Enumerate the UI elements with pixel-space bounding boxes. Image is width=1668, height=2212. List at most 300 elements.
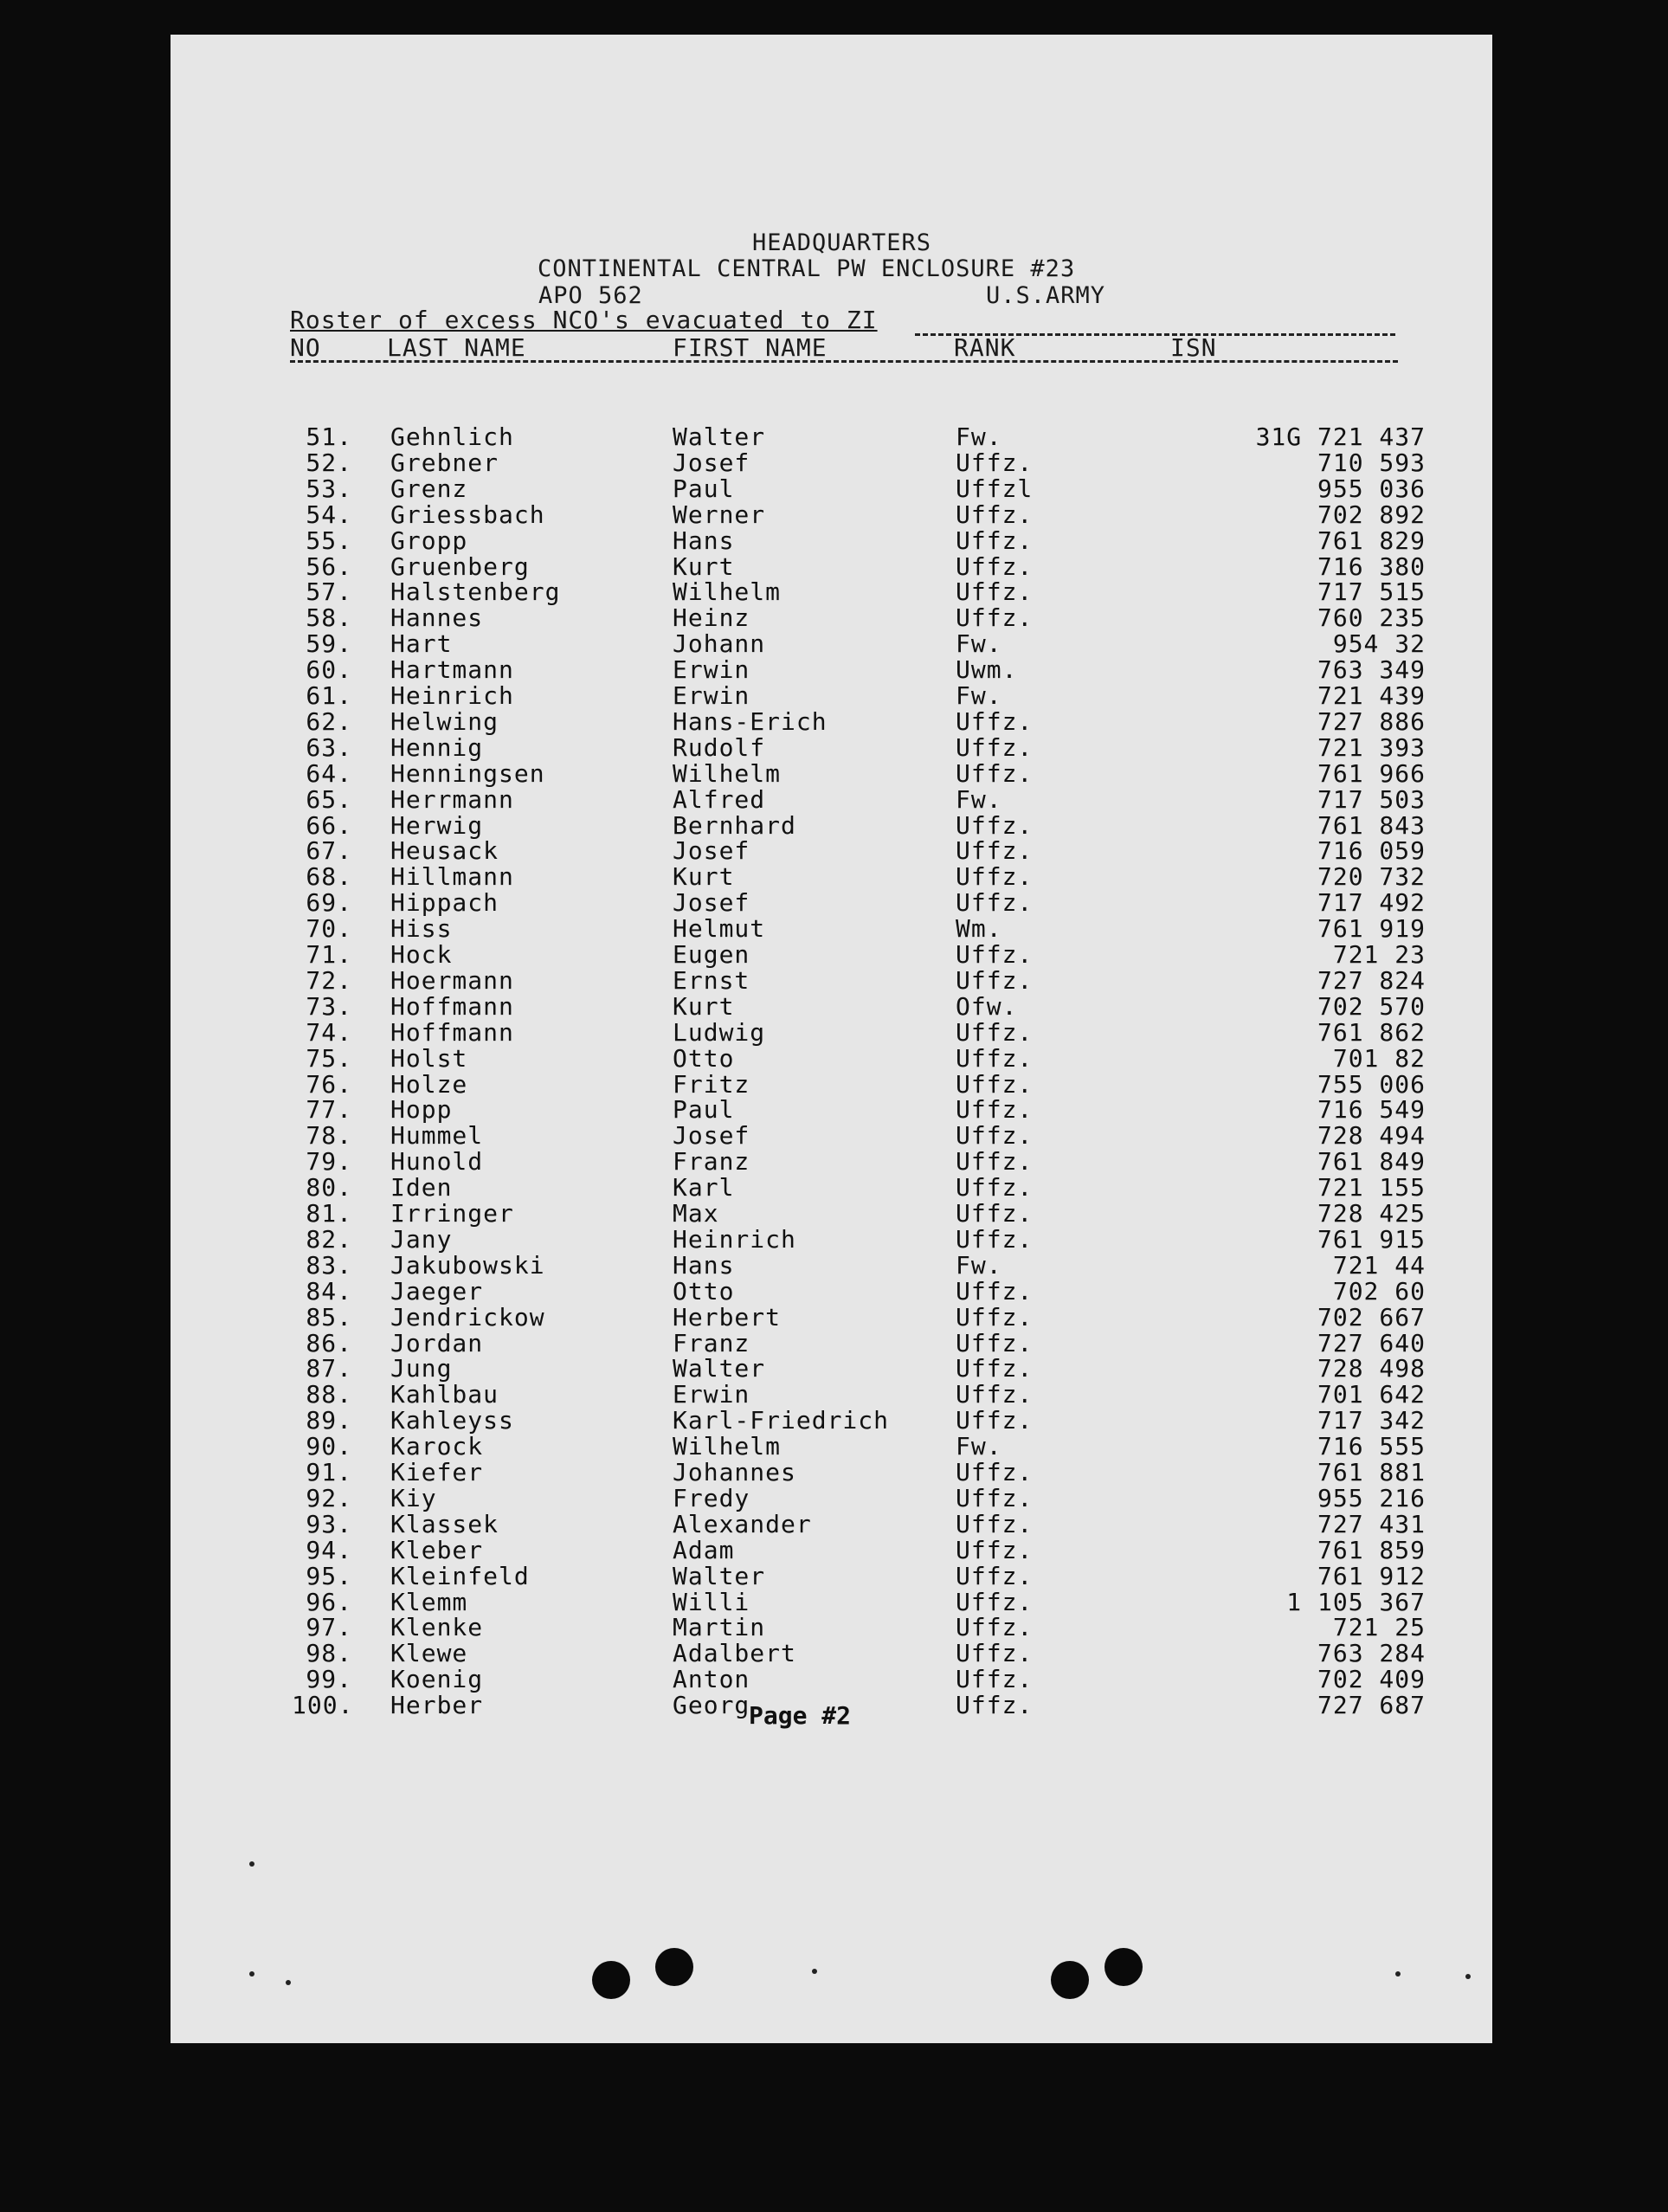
first-name-cell: Hans — [673, 1251, 735, 1280]
isn-cell: 701 82 — [1332, 1044, 1426, 1073]
first-name-cell: Fritz — [673, 1070, 750, 1099]
last-name-cell: Hartmann — [390, 655, 514, 684]
table-row — [171, 500, 1492, 529]
paper-speck — [249, 1861, 254, 1867]
rank-cell: Uffz. — [956, 1562, 1034, 1590]
rank-cell: Uffz. — [956, 1484, 1034, 1512]
row-number: 80. — [306, 1173, 352, 1202]
table-row — [171, 1354, 1492, 1383]
row-number: 82. — [306, 1225, 352, 1254]
first-name-cell: Bernhard — [673, 811, 796, 840]
first-name-cell: Wilhelm — [673, 577, 782, 606]
header-line-2: CONTINENTAL CENTRAL PW ENCLOSURE #23 — [538, 255, 1076, 282]
first-name-cell: Adalbert — [673, 1639, 796, 1667]
last-name-cell: Hennig — [390, 733, 484, 762]
last-name-cell: Halstenberg — [390, 577, 561, 606]
first-name-cell: Kurt — [673, 552, 735, 581]
first-name-cell: Alfred — [673, 785, 766, 814]
first-name-cell: Kurt — [673, 992, 735, 1021]
first-name-cell: Erwin — [673, 1380, 750, 1409]
row-number: 67. — [306, 836, 352, 865]
row-number: 79. — [306, 1147, 352, 1176]
rank-cell: Uffz. — [956, 707, 1034, 736]
isn-cell: 720 732 — [1317, 862, 1426, 891]
row-number: 96. — [306, 1588, 352, 1616]
isn-cell: 702 60 — [1332, 1277, 1426, 1306]
paper-speck — [812, 1969, 817, 1974]
isn-cell: 728 494 — [1317, 1121, 1426, 1150]
first-name-cell: Josef — [673, 448, 750, 477]
last-name-cell: Kahleyss — [390, 1406, 514, 1435]
table-row — [171, 1406, 1492, 1435]
isn-cell: 717 342 — [1317, 1406, 1426, 1435]
table-row — [171, 1380, 1492, 1409]
last-name-cell: Holze — [390, 1070, 468, 1099]
first-name-cell: Josef — [673, 1121, 750, 1150]
rank-cell: Uffz. — [956, 1121, 1034, 1150]
last-name-cell: Griessbach — [390, 500, 545, 529]
rank-cell: Uffz. — [956, 1277, 1034, 1306]
rank-cell: Uffz. — [956, 888, 1034, 917]
row-number: 78. — [306, 1121, 352, 1150]
rank-cell: Uffz. — [956, 1613, 1034, 1641]
first-name-cell: Helmut — [673, 914, 766, 943]
first-name-cell: Martin — [673, 1613, 766, 1641]
table-row — [171, 1639, 1492, 1665]
rank-cell: Fw. — [956, 785, 1002, 814]
row-number: 64. — [306, 759, 352, 788]
first-name-cell: Karl — [673, 1173, 735, 1202]
isn-cell: 702 892 — [1317, 500, 1426, 529]
first-name-cell: Karl-Friedrich — [673, 1406, 890, 1435]
last-name-cell: Klewe — [390, 1639, 468, 1667]
table-row — [171, 1225, 1492, 1254]
table-row — [171, 1251, 1492, 1280]
isn-cell: 721 393 — [1317, 733, 1426, 762]
last-name-cell: Jaeger — [390, 1277, 484, 1306]
paper-speck — [1395, 1971, 1401, 1977]
row-number: 51. — [306, 422, 352, 451]
row-number: 93. — [306, 1510, 352, 1538]
isn-cell: 702 667 — [1317, 1303, 1426, 1332]
last-name-cell: Hillmann — [390, 862, 514, 891]
row-number: 100. — [292, 1691, 354, 1719]
first-name-cell: Werner — [673, 500, 766, 529]
table-row — [171, 603, 1492, 632]
table-row — [171, 1147, 1492, 1176]
first-name-cell: Josef — [673, 836, 750, 865]
table-row — [171, 811, 1492, 840]
row-number: 89. — [306, 1406, 352, 1435]
table-row — [171, 1070, 1492, 1099]
last-name-cell: Gehnlich — [390, 422, 514, 451]
table-row — [171, 1018, 1492, 1047]
table-row — [171, 888, 1492, 917]
first-name-cell: Georg — [673, 1691, 750, 1719]
isn-cell: 760 235 — [1317, 603, 1426, 632]
rank-cell: Uffz. — [956, 1095, 1034, 1124]
last-name-cell: Herrmann — [390, 785, 514, 814]
first-name-cell: Erwin — [673, 681, 750, 710]
table-row — [171, 552, 1492, 581]
row-number: 65. — [306, 785, 352, 814]
last-name-cell: Jany — [390, 1225, 453, 1254]
isn-cell: 761 912 — [1317, 1562, 1426, 1590]
last-name-cell: Herwig — [390, 811, 484, 840]
first-name-cell: Paul — [673, 1095, 735, 1124]
isn-cell: 727 640 — [1317, 1329, 1426, 1358]
isn-cell: 716 059 — [1317, 836, 1426, 865]
table-row — [171, 629, 1492, 658]
isn-cell: 761 881 — [1317, 1458, 1426, 1486]
last-name-cell: Koenig — [390, 1665, 484, 1693]
rank-cell: Uffz. — [956, 1510, 1034, 1538]
last-name-cell: Grebner — [390, 448, 499, 477]
table-row — [171, 681, 1492, 710]
col-header-first-name: FIRST NAME — [673, 333, 828, 362]
row-number: 63. — [306, 733, 352, 762]
table-row — [171, 448, 1492, 477]
first-name-cell: Walter — [673, 1354, 766, 1383]
isn-cell: 728 425 — [1317, 1199, 1426, 1228]
table-row — [171, 1562, 1492, 1588]
col-header-rank: RANK — [954, 333, 1016, 362]
col-header-isn: ISN — [1170, 333, 1217, 362]
punch-hole — [592, 1961, 630, 1999]
last-name-cell: Klenke — [390, 1613, 484, 1641]
first-name-cell: Heinrich — [673, 1225, 796, 1254]
table-row — [171, 1121, 1492, 1150]
first-name-cell: Otto — [673, 1277, 735, 1306]
table-row — [171, 1432, 1492, 1461]
rank-cell: Uffz. — [956, 759, 1034, 788]
last-name-cell: Kiy — [390, 1484, 437, 1512]
last-name-cell: Jung — [390, 1354, 453, 1383]
last-name-cell: Hannes — [390, 603, 484, 632]
table-row — [171, 785, 1492, 814]
row-number: 95. — [306, 1562, 352, 1590]
table-row — [171, 1458, 1492, 1484]
last-name-cell: Hunold — [390, 1147, 484, 1176]
rank-cell: Uffz. — [956, 1199, 1034, 1228]
table-row — [171, 1665, 1492, 1691]
isn-cell: 701 642 — [1317, 1380, 1426, 1409]
rank-cell: Uffz. — [956, 1406, 1034, 1435]
table-row — [171, 1588, 1492, 1614]
first-name-cell: Franz — [673, 1147, 750, 1176]
isn-cell: 727 687 — [1317, 1691, 1426, 1719]
isn-cell: 954 32 — [1332, 629, 1426, 658]
table-row — [171, 1095, 1492, 1124]
first-name-cell: Wilhelm — [673, 759, 782, 788]
table-row — [171, 526, 1492, 555]
row-number: 94. — [306, 1536, 352, 1564]
table-row — [171, 422, 1492, 451]
row-number: 85. — [306, 1303, 352, 1332]
first-name-cell: Willi — [673, 1588, 750, 1616]
row-number: 54. — [306, 500, 352, 529]
rank-cell: Uffz. — [956, 1458, 1034, 1486]
isn-cell: 717 492 — [1317, 888, 1426, 917]
paper-speck — [286, 1980, 291, 1985]
table-row — [171, 1484, 1492, 1510]
table-row — [171, 1510, 1492, 1536]
isn-cell: 702 409 — [1317, 1665, 1426, 1693]
rank-cell: Uffz. — [956, 1380, 1034, 1409]
last-name-cell: Grenz — [390, 474, 468, 503]
rank-cell: Uffz. — [956, 811, 1034, 840]
first-name-cell: Rudolf — [673, 733, 766, 762]
isn-cell: 727 886 — [1317, 707, 1426, 736]
last-name-cell: Iden — [390, 1173, 453, 1202]
last-name-cell: Kleinfeld — [390, 1562, 530, 1590]
table-row — [171, 759, 1492, 788]
row-number: 92. — [306, 1484, 352, 1512]
last-name-cell: Karock — [390, 1432, 484, 1461]
row-number: 88. — [306, 1380, 352, 1409]
rank-cell: Uffz. — [956, 1173, 1034, 1202]
row-number: 56. — [306, 552, 352, 581]
first-name-cell: Wilhelm — [673, 1432, 782, 1461]
isn-cell: 717 503 — [1317, 785, 1426, 814]
rank-cell: Uffz. — [956, 1588, 1034, 1616]
row-number: 76. — [306, 1070, 352, 1099]
row-number: 99. — [306, 1665, 352, 1693]
last-name-cell: Kahlbau — [390, 1380, 499, 1409]
row-number: 90. — [306, 1432, 352, 1461]
rank-cell: Uffz. — [956, 526, 1034, 555]
row-number: 83. — [306, 1251, 352, 1280]
rank-cell: Uffz. — [956, 966, 1034, 995]
rank-cell: Uffz. — [956, 577, 1034, 606]
row-number: 98. — [306, 1639, 352, 1667]
paper-speck — [249, 1971, 254, 1977]
isn-cell: 761 966 — [1317, 759, 1426, 788]
row-number: 91. — [306, 1458, 352, 1486]
isn-cell: 755 006 — [1317, 1070, 1426, 1099]
rank-cell: Fw. — [956, 422, 1002, 451]
isn-cell: 761 915 — [1317, 1225, 1426, 1254]
first-name-cell: Alexander — [673, 1510, 812, 1538]
isn-cell: 716 380 — [1317, 552, 1426, 581]
isn-cell: 761 862 — [1317, 1018, 1426, 1047]
table-row — [171, 836, 1492, 865]
first-name-cell: Paul — [673, 474, 735, 503]
table-row — [171, 707, 1492, 736]
rank-cell: Uffz. — [956, 1665, 1034, 1693]
rank-cell: Uffz. — [956, 1018, 1034, 1047]
row-number: 69. — [306, 888, 352, 917]
row-number: 55. — [306, 526, 352, 555]
first-name-cell: Walter — [673, 422, 766, 451]
table-row — [171, 1329, 1492, 1358]
rank-cell: Uffz. — [956, 500, 1034, 529]
last-name-cell: Kleber — [390, 1536, 484, 1564]
rank-cell: Uffz. — [956, 1147, 1034, 1176]
rank-cell: Uffz. — [956, 448, 1034, 477]
rank-cell: Uffzl — [956, 474, 1034, 503]
last-name-cell: Hock — [390, 940, 453, 969]
isn-cell: 761 919 — [1317, 914, 1426, 943]
isn-cell: 721 23 — [1332, 940, 1426, 969]
roster-title: Roster of excess NCO's evacuated to ZI — [290, 306, 878, 334]
row-number: 73. — [306, 992, 352, 1021]
rank-cell: Uffz. — [956, 836, 1034, 865]
table-row — [171, 1277, 1492, 1306]
rank-cell: Fw. — [956, 681, 1002, 710]
last-name-cell: Heinrich — [390, 681, 514, 710]
isn-cell: 955 036 — [1317, 474, 1426, 503]
isn-cell: 727 431 — [1317, 1510, 1426, 1538]
isn-cell: 1 105 367 — [1286, 1588, 1426, 1616]
row-number: 52. — [306, 448, 352, 477]
isn-cell: 955 216 — [1317, 1484, 1426, 1512]
table-row — [171, 862, 1492, 891]
row-number: 58. — [306, 603, 352, 632]
first-name-cell: Adam — [673, 1536, 735, 1564]
row-number: 66. — [306, 811, 352, 840]
row-number: 71. — [306, 940, 352, 969]
isn-cell: 716 555 — [1317, 1432, 1426, 1461]
row-number: 72. — [306, 966, 352, 995]
col-header-last-name: LAST NAME — [387, 333, 526, 362]
row-number: 97. — [306, 1613, 352, 1641]
row-number: 61. — [306, 681, 352, 710]
first-name-cell: Josef — [673, 888, 750, 917]
first-name-cell: Johannes — [673, 1458, 796, 1486]
last-name-cell: Holst — [390, 1044, 468, 1073]
last-name-cell: Henningsen — [390, 759, 545, 788]
paper-speck — [1465, 1974, 1471, 1979]
last-name-cell: Herber — [390, 1691, 484, 1719]
table-row — [171, 733, 1492, 762]
table-row — [171, 577, 1492, 606]
row-number: 74. — [306, 1018, 352, 1047]
last-name-cell: Jordan — [390, 1329, 484, 1358]
last-name-cell: Gruenberg — [390, 552, 530, 581]
table-row — [171, 1613, 1492, 1639]
header-dash-line — [290, 360, 1398, 363]
punch-hole — [1051, 1961, 1089, 1999]
first-name-cell: Heinz — [673, 603, 750, 632]
first-name-cell: Ludwig — [673, 1018, 766, 1047]
row-number: 81. — [306, 1199, 352, 1228]
first-name-cell: Johann — [673, 629, 766, 658]
row-number: 60. — [306, 655, 352, 684]
table-row — [171, 474, 1492, 503]
table-row — [171, 992, 1492, 1021]
rank-cell: Uffz. — [956, 1225, 1034, 1254]
isn-cell: 763 349 — [1317, 655, 1426, 684]
isn-cell: 763 284 — [1317, 1639, 1426, 1667]
rank-cell: Uffz. — [956, 1303, 1034, 1332]
rank-cell: Uffz. — [956, 552, 1034, 581]
rank-cell: Uffz. — [956, 1639, 1034, 1667]
last-name-cell: Jakubowski — [390, 1251, 545, 1280]
isn-cell: 716 549 — [1317, 1095, 1426, 1124]
table-row — [171, 655, 1492, 684]
last-name-cell: Hoffmann — [390, 1018, 514, 1047]
table-row — [171, 1044, 1492, 1073]
last-name-cell: Hart — [390, 629, 453, 658]
first-name-cell: Anton — [673, 1665, 750, 1693]
first-name-cell: Erwin — [673, 655, 750, 684]
document-page — [171, 35, 1492, 2043]
rank-cell: Uffz. — [956, 862, 1034, 891]
row-number: 77. — [306, 1095, 352, 1124]
first-name-cell: Herbert — [673, 1303, 782, 1332]
first-name-cell: Walter — [673, 1562, 766, 1590]
last-name-cell: Hoffmann — [390, 992, 514, 1021]
col-header-no: NO — [290, 333, 321, 362]
last-name-cell: Gropp — [390, 526, 468, 555]
last-name-cell: Hopp — [390, 1095, 453, 1124]
table-row — [171, 940, 1492, 969]
first-name-cell: Otto — [673, 1044, 735, 1073]
rank-cell: Ofw. — [956, 992, 1018, 1021]
row-number: 84. — [306, 1277, 352, 1306]
isn-cell: 728 498 — [1317, 1354, 1426, 1383]
punch-hole — [1104, 1948, 1143, 1986]
row-number: 53. — [306, 474, 352, 503]
rank-cell: Uffz. — [956, 1329, 1034, 1358]
isn-cell: 710 593 — [1317, 448, 1426, 477]
last-name-cell: Helwing — [390, 707, 499, 736]
rank-cell: Uffz. — [956, 1070, 1034, 1099]
header-line-1: HEADQUARTERS — [752, 229, 932, 256]
isn-cell: 717 515 — [1317, 577, 1426, 606]
last-name-cell: Hoermann — [390, 966, 514, 995]
header-army: U.S.ARMY — [986, 282, 1106, 309]
row-number: 62. — [306, 707, 352, 736]
header-apo: APO 562 — [538, 282, 643, 309]
last-name-cell: Hiss — [390, 914, 453, 943]
rank-cell: Uffz. — [956, 940, 1034, 969]
last-name-cell: Hippach — [390, 888, 499, 917]
rank-cell: Fw. — [956, 1251, 1002, 1280]
row-number: 70. — [306, 914, 352, 943]
rank-cell: Uwm. — [956, 655, 1018, 684]
last-name-cell: Hummel — [390, 1121, 484, 1150]
first-name-cell: Franz — [673, 1329, 750, 1358]
isn-cell: 702 570 — [1317, 992, 1426, 1021]
first-name-cell: Hans-Erich — [673, 707, 828, 736]
first-name-cell: Eugen — [673, 940, 750, 969]
table-row — [171, 1303, 1492, 1332]
row-number: 75. — [306, 1044, 352, 1073]
last-name-cell: Heusack — [390, 836, 499, 865]
rank-cell: Fw. — [956, 629, 1002, 658]
rank-cell: Uffz. — [956, 733, 1034, 762]
last-name-cell: Jendrickow — [390, 1303, 545, 1332]
isn-cell: 761 829 — [1317, 526, 1426, 555]
page-number: Page #2 — [749, 1701, 852, 1730]
row-number: 59. — [306, 629, 352, 658]
rank-cell: Fw. — [956, 1432, 1002, 1461]
row-number: 57. — [306, 577, 352, 606]
first-name-cell: Kurt — [673, 862, 735, 891]
table-row — [171, 966, 1492, 995]
isn-cell: 761 843 — [1317, 811, 1426, 840]
isn-cell: 721 155 — [1317, 1173, 1426, 1202]
first-name-cell: Hans — [673, 526, 735, 555]
first-name-cell: Ernst — [673, 966, 750, 995]
first-name-cell: Max — [673, 1199, 719, 1228]
table-row — [171, 1536, 1492, 1562]
punch-hole — [655, 1948, 693, 1986]
table-row — [171, 914, 1492, 943]
row-number: 68. — [306, 862, 352, 891]
